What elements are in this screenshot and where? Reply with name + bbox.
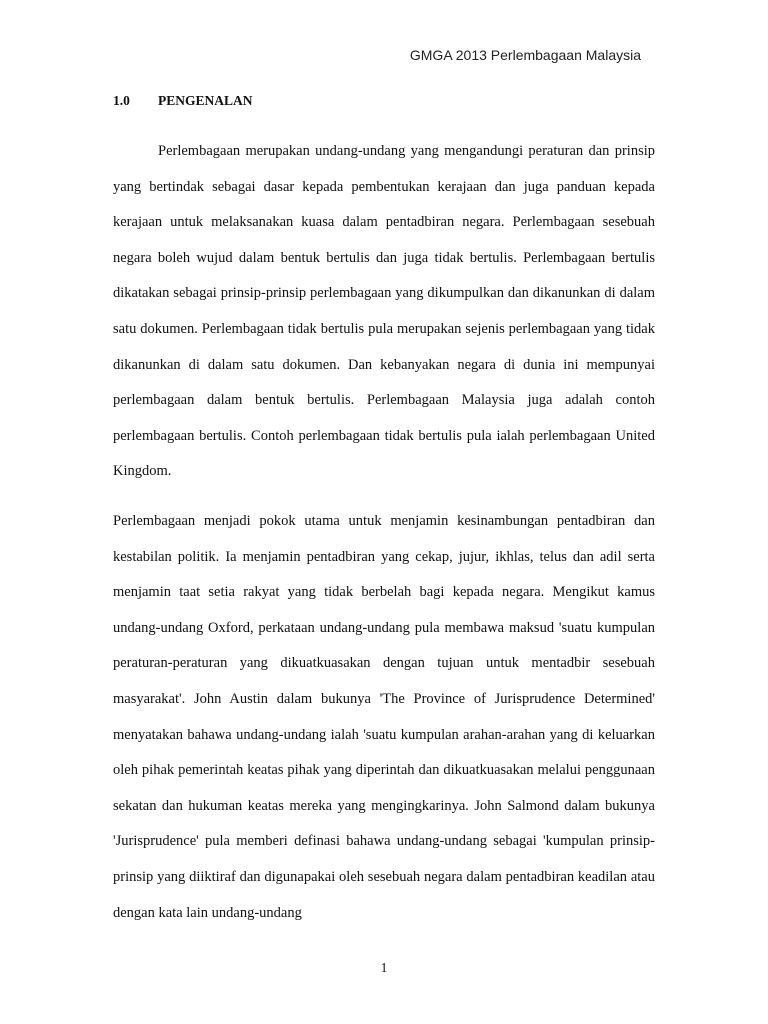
section-heading xyxy=(113,93,253,109)
page-number: 1 xyxy=(380,960,388,975)
paragraph-introduction: Perlembagaan merupakan undang-undang yang mengandungi peraturan dan prinsip yang bertindak sebagai dasar kepada pembentukan kerajaan dan juga panduan kepada kerajaan untuk melaksanakan kuasa dalam pentadbiran negara. Perlembagaan sesebuah negara boleh wujud dalam bentuk bertulis dan juga tidak bertulis. Perlembagaan bertulis dikatakan sebagai prinsip-prinsip perlembagaan yang dikumpulkan dan dikanunkan di dalam satu dokumen. Perlembagaan tidak bertulis pula merupakan sejenis perlembagaan yang tidak dikanunkan di dalam satu dokumen. Dan kebanyakan negara di dunia ini mempunyai perlembagaan dalam bentuk bertulis. Perlembagaan Malaysia juga adalah contoh perlembagaan bertulis. Contoh perlembagaan tidak bertulis pula ialah perlembagaan United Kingdom. xyxy=(113,143,655,480)
paragraph-definitions: Perlembagaan menjadi pokok utama untuk menjamin kesinambungan pentadbiran dan kestabilan politik. Ia menjamin pentadbiran yang cekap, jujur, ikhlas, telus dan adil serta menjamin taat setia rakyat yang tidak berbelah bagi kepada negara. Mengikut kamus undang-undang Oxford, perkataan undang-undang pula membawa maksud 'suatu kumpulan peraturan-peraturan yang dikuatkuasakan dengan tujuan untuk mentadbir sesebuah masyarakat'. John Austin dalam bukunya 'The Province of Jurisprudence Determined' menyatakan bahawa undang-undang ialah 'suatu kumpulan arahan-arahan yang di keluarkan oleh pihak pemerintah keatas pihak yang diperintah dan dikuatkuasakan melalui penggunaan sekatan dan hukuman keatas mereka yang mengingkarinya. John Salmond dalam bukunya 'Jurisprudence' pula memberi definasi bahawa undang-undang sebagai 'kumpulan prinsip-prinsip yang diiktiraf dan digunapakai oleh sesebuah negara dalam pentadbiran keadilan atau dengan kata lain undang-undang xyxy=(113,513,655,921)
running-header: GMGA 2013 Perlembagaan Malaysia xyxy=(409,47,641,63)
section-title: PENGENALAN xyxy=(158,93,253,108)
section-number: 1.0 xyxy=(113,93,130,108)
